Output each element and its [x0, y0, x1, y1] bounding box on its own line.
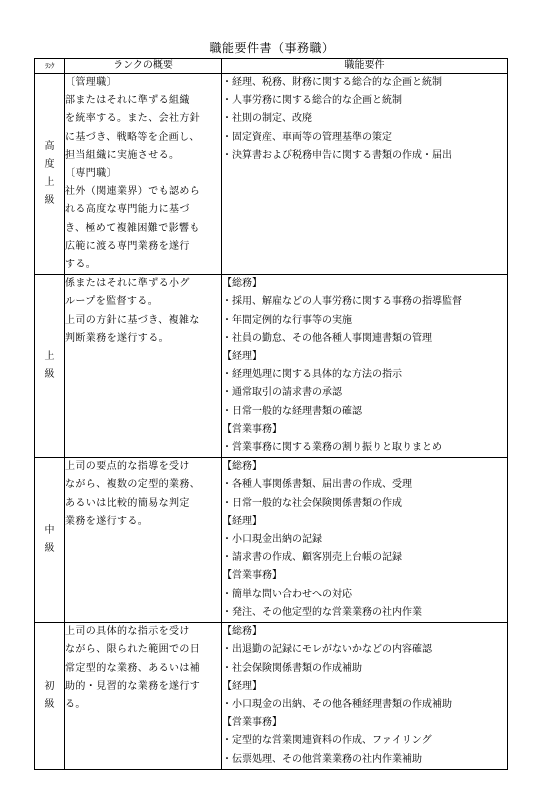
summary-line: ループを監督する。	[65, 296, 159, 308]
summary-line: る。	[65, 698, 86, 710]
requirement-line: ・固定資産、車両等の管理基準の策定	[222, 131, 392, 143]
summary-line: 常定型的な業務、あるいは補	[65, 662, 201, 674]
requirement-line: ・簡単な問い合わせへの対応	[222, 588, 352, 600]
rank-char: 級	[44, 369, 55, 381]
requirement-line: ・日常一般的な経理書類の確認	[222, 405, 362, 417]
summary-line: 助的・見習的な業務を遂行す	[65, 680, 201, 692]
rank-char: 度	[44, 159, 55, 171]
summary-line: 広範に渡る専門業務を遂行	[65, 240, 190, 252]
requirement-line: ・社会保険関係書類の作成補助	[222, 662, 362, 674]
requirements-cell	[222, 623, 508, 770]
rank-char: 級	[44, 698, 55, 710]
summary-cell	[65, 458, 222, 623]
requirement-line: ・決算書および税務申告に関する書類の作成・届出	[222, 149, 452, 161]
rank-cell	[35, 458, 65, 623]
summary-line: する。	[65, 259, 97, 271]
requirement-line: 【営業事務】	[222, 717, 282, 729]
summary-cell	[65, 623, 222, 770]
summary-line: き、極めて複雑困難で影響も	[65, 222, 200, 234]
rank-cell	[35, 275, 65, 458]
requirement-line: ・伝票処理、その他営業業務の社内作業補助	[222, 753, 422, 765]
summary-cell	[65, 275, 222, 458]
requirements-table	[34, 58, 508, 770]
table-row	[35, 458, 508, 623]
requirement-line: ・小口現金出納の記録	[222, 534, 322, 546]
table-row	[35, 623, 508, 770]
requirement-line: 【総務】	[222, 461, 262, 473]
requirement-line: ・発注、その他定型的な営業業務の社内作業	[222, 606, 422, 618]
requirement-line: 【総務】	[222, 626, 262, 638]
summary-line: 社外（関連業界）でも認めら	[65, 186, 201, 198]
requirement-line: ・経理、税務、財務に関する総合的な企画と統制	[222, 77, 442, 88]
rank-char: 初	[44, 680, 55, 692]
requirement-line: ・年間定例的な行事等の実施	[222, 314, 352, 326]
summary-line: 担当組織に実施させる。	[65, 149, 180, 161]
requirements-cell	[222, 275, 508, 458]
summary-line: 部またはそれに準ずる組織	[65, 95, 190, 107]
requirement-line: ・人事労務に関する総合的な企画と統制	[222, 95, 402, 107]
summary-line: れる高度な専門能力に基づ	[65, 204, 190, 216]
header-summary: ランクの概要	[65, 59, 222, 74]
header-rank: ﾗﾝｸ	[35, 59, 65, 74]
summary-line: 〔専門職〕	[65, 168, 117, 180]
table-header-row	[35, 59, 508, 74]
summary-line: 〔管理職〕	[65, 77, 117, 88]
requirement-line: ・社員の勤怠、その他各種人事関連書類の管理	[222, 332, 432, 344]
requirement-line: ・各種人事関係書類、届出書の作成、受理	[222, 479, 412, 491]
summary-cell	[65, 74, 222, 275]
document-title: 職能要件書（事務職）	[209, 41, 335, 55]
summary-line: ながら、限られた範囲での日	[65, 644, 201, 656]
requirement-line: 【経理】	[222, 351, 262, 363]
requirement-line: ・小口現金の出納、その他各種経理書類の作成補助	[222, 698, 452, 710]
summary-line: 判断業務を遂行する。	[65, 332, 169, 344]
requirement-line: ・日常一般的な社会保険関係書類の作成	[222, 497, 402, 509]
rank-char: 上	[44, 177, 55, 189]
rank-cell	[35, 623, 65, 770]
rank-char: 中	[44, 525, 55, 537]
summary-line: 上司の要点的な指導を受け	[65, 461, 190, 473]
requirement-line: ・請求書の作成、顧客別売上台帳の記録	[222, 552, 402, 564]
summary-line: 係またはそれに準ずる小グ	[65, 278, 190, 290]
requirement-line: ・定型的な営業関連資料の作成、ファイリング	[222, 735, 432, 747]
requirements-cell	[222, 458, 508, 623]
requirement-line: 【営業事務】	[222, 423, 282, 435]
requirement-line: ・出退勤の記録にモレがないかなどの内容確認	[222, 644, 432, 656]
summary-line: を統率する。また、会社方針	[65, 113, 201, 125]
requirement-line: 【総務】	[222, 278, 262, 290]
rank-char: 級	[44, 195, 55, 207]
rank-char: 級	[44, 543, 55, 555]
summary-line: あるいは比較的簡易な判定	[65, 497, 190, 509]
requirement-line: ・経理処理に関する具体的な方法の指示	[222, 369, 402, 381]
requirements-cell	[222, 74, 508, 275]
requirement-line: ・社則の制定、改廃	[222, 113, 312, 125]
summary-line: 上司の具体的な指示を受け	[65, 626, 190, 638]
requirement-line: ・採用、解雇などの人事労務に関する事務の指導監督	[222, 296, 462, 308]
requirement-line: 【経理】	[222, 515, 262, 527]
requirement-line: ・通常取引の請求書の承認	[222, 387, 342, 399]
header-requirements: 職能要件	[222, 59, 508, 74]
summary-line: 上司の方針に基づき、複雑な	[65, 314, 200, 326]
requirement-line: 【営業事務】	[222, 570, 282, 582]
summary-line: 業務を遂行する。	[65, 515, 149, 527]
rank-char: 上	[44, 351, 55, 363]
table-row	[35, 275, 508, 458]
requirement-line: ・営業事務に関する業務の割り振りと取りまとめ	[222, 442, 442, 454]
requirement-line: 【経理】	[222, 680, 262, 692]
rank-char: 高	[44, 141, 55, 153]
summary-line: ながら、複数の定型的業務、	[65, 479, 201, 491]
summary-line: に基づき、戦略等を企画し、	[65, 131, 200, 143]
rank-cell	[35, 74, 65, 275]
table-row	[35, 74, 508, 275]
